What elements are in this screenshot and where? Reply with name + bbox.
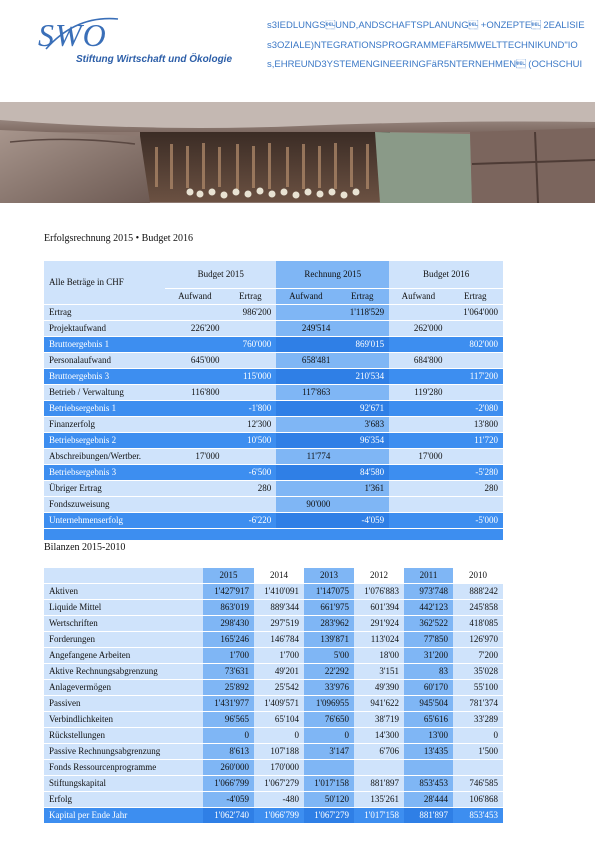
footer-cell <box>276 529 335 541</box>
table-cell: 25'892 <box>203 680 254 696</box>
table-cell: 113'024 <box>354 632 404 648</box>
table-cell: 0 <box>304 728 354 744</box>
table-cell <box>276 401 335 417</box>
table-cell: 76'650 <box>304 712 354 728</box>
table-cell <box>276 337 335 353</box>
row-label: Passive Rechnungsabgrenzung <box>44 744 203 760</box>
table-row <box>44 792 503 808</box>
row-label: Stiftungskapital <box>44 776 203 792</box>
table-row <box>44 497 503 513</box>
row-label: Fondszuweisung <box>44 497 165 513</box>
table-cell <box>335 385 389 401</box>
table-cell: 442'123 <box>404 600 453 616</box>
table-cell <box>276 417 335 433</box>
table-cell: 881'897 <box>404 808 453 824</box>
table-cell <box>276 481 335 497</box>
row-label: Unternehmenserfolg <box>44 513 165 529</box>
table-cell: 35'028 <box>453 664 503 680</box>
table-cell <box>276 465 335 481</box>
subhead-aufwand: Aufwand <box>276 289 335 305</box>
table-cell <box>165 481 224 497</box>
table-cell: 84'580 <box>335 465 389 481</box>
table-cell: 1'066'799 <box>203 776 254 792</box>
table-cell <box>335 321 389 337</box>
table-cell: 362'522 <box>404 616 453 632</box>
table-cell: 13'800 <box>448 417 503 433</box>
year-header: 2014 <box>254 568 304 584</box>
stone-wall-image <box>0 102 595 203</box>
table-cell <box>335 497 389 513</box>
table-cell: 139'871 <box>304 632 354 648</box>
table-cell <box>224 385 276 401</box>
table-cell: -1'800 <box>224 401 276 417</box>
table-cell: 973'748 <box>404 584 453 600</box>
row-label: Betriebsergebnis 3 <box>44 465 165 481</box>
table-cell <box>389 401 447 417</box>
table-row <box>44 600 503 616</box>
row-label: Erfolg <box>44 792 203 808</box>
table-cell <box>389 497 447 513</box>
table-cell <box>276 433 335 449</box>
table-row <box>44 744 503 760</box>
table-cell: 7'200 <box>453 648 503 664</box>
row-label: Rückstellungen <box>44 728 203 744</box>
footer-cell <box>224 529 276 541</box>
table-row <box>44 417 503 433</box>
row-label: Betrieb / Verwaltung <box>44 385 165 401</box>
table-cell: 986'200 <box>224 305 276 321</box>
table-cell: 170'000 <box>254 760 304 776</box>
table-cell <box>165 497 224 513</box>
row-label: Finanzerfolg <box>44 417 165 433</box>
table-row <box>44 449 503 465</box>
table-cell <box>165 369 224 385</box>
table-cell: 1'500 <box>453 744 503 760</box>
table-cell: 18'00 <box>354 648 404 664</box>
table-cell <box>224 321 276 337</box>
row-label: Verbindlichkeiten <box>44 712 203 728</box>
table-cell: 96'565 <box>203 712 254 728</box>
table-cell <box>304 760 354 776</box>
table-cell: 3'147 <box>304 744 354 760</box>
table-cell: 249'514 <box>276 321 335 337</box>
group-header: Budget 2016 <box>389 261 503 289</box>
table-cell: 781'374 <box>453 696 503 712</box>
table-cell <box>165 513 224 529</box>
table-cell: 5'00 <box>304 648 354 664</box>
table-row <box>44 385 503 401</box>
table-cell: 115'000 <box>224 369 276 385</box>
table-row <box>44 760 503 776</box>
table-row <box>44 481 503 497</box>
row-label: Bruttoergebnis 3 <box>44 369 165 385</box>
table-cell: 280 <box>448 481 503 497</box>
table-cell: 1'700 <box>203 648 254 664</box>
table-row <box>44 632 503 648</box>
subhead-ertrag: Ertrag <box>335 289 389 305</box>
year-header: 2013 <box>304 568 354 584</box>
table-cell: 33'289 <box>453 712 503 728</box>
table-cell: 1'096955 <box>304 696 354 712</box>
group-header: Rechnung 2015 <box>276 261 389 289</box>
table-cell: 210'534 <box>335 369 389 385</box>
table-cell: 50'120 <box>304 792 354 808</box>
table-row <box>44 369 503 385</box>
footer-cell <box>44 529 165 541</box>
table-cell: 135'261 <box>354 792 404 808</box>
row-label: Betriebsergebnis 1 <box>44 401 165 417</box>
table-cell: 226'200 <box>165 321 224 337</box>
row-label: Fonds Ressourcenprogramme <box>44 760 203 776</box>
table-cell: 17'000 <box>165 449 224 465</box>
table-cell: 107'188 <box>254 744 304 760</box>
table-cell: 280 <box>224 481 276 497</box>
table-cell <box>354 760 404 776</box>
table-cell: 760'000 <box>224 337 276 353</box>
table-cell: 60'170 <box>404 680 453 696</box>
table-cell: 12'300 <box>224 417 276 433</box>
table-cell <box>165 433 224 449</box>
table-row <box>44 584 503 600</box>
logo-name: Stiftung Wirtschaft und Ökologie <box>76 54 233 65</box>
table-cell: 1'361 <box>335 481 389 497</box>
table-cell <box>448 449 503 465</box>
subhead-aufwand: Aufwand <box>389 289 447 305</box>
table-row <box>44 401 503 417</box>
erfolgsrechnung-table <box>44 261 503 541</box>
table-row <box>44 433 503 449</box>
table-cell: -6'220 <box>224 513 276 529</box>
table-cell: 1'076'883 <box>354 584 404 600</box>
table-cell: 881'897 <box>354 776 404 792</box>
table-cell: 116'800 <box>165 385 224 401</box>
table-cell <box>165 465 224 481</box>
table-cell <box>389 369 447 385</box>
table-cell <box>389 337 447 353</box>
table-cell: 1'067'279 <box>304 808 354 824</box>
table-cell: 117'200 <box>448 369 503 385</box>
table-cell <box>165 305 224 321</box>
row-label: Aktive Rechnungsabgrenzung <box>44 664 203 680</box>
row-label: Ertrag <box>44 305 165 321</box>
table-row <box>44 337 503 353</box>
table-row <box>44 321 503 337</box>
table-cell: -4'059 <box>203 792 254 808</box>
footer-cell <box>448 529 503 541</box>
table-cell: 13'00 <box>404 728 453 744</box>
table-cell: -480 <box>254 792 304 808</box>
table-cell: 888'242 <box>453 584 503 600</box>
table-cell: 260'000 <box>203 760 254 776</box>
year-header: 2012 <box>354 568 404 584</box>
table-cell: 117'863 <box>276 385 335 401</box>
table-cell <box>404 760 453 776</box>
year-header-spacer <box>44 568 203 584</box>
table-cell: 65'616 <box>404 712 453 728</box>
subhead-aufwand: Aufwand <box>165 289 224 305</box>
table-cell <box>389 465 447 481</box>
table-cell: 11'774 <box>276 449 335 465</box>
table-cell: 28'444 <box>404 792 453 808</box>
table-cell: 1'427'917 <box>203 584 254 600</box>
row-label: Anlagevermögen <box>44 680 203 696</box>
table-cell: 49'201 <box>254 664 304 680</box>
table-cell: 1'118'529 <box>335 305 389 321</box>
table-cell: 38'719 <box>354 712 404 728</box>
table-cell: 83 <box>404 664 453 680</box>
table-cell: 661'975 <box>304 600 354 616</box>
table-row <box>44 305 503 321</box>
table-footer-bar <box>44 529 503 541</box>
table-cell <box>165 337 224 353</box>
table-cell: 146'784 <box>254 632 304 648</box>
year-header: 2011 <box>404 568 453 584</box>
corner-label: Alle Beträge in CHF <box>44 261 165 305</box>
year-header: 2010 <box>453 568 503 584</box>
table-cell: 106'868 <box>453 792 503 808</box>
table-row <box>44 712 503 728</box>
table-cell <box>224 353 276 369</box>
table-cell: 298'430 <box>203 616 254 632</box>
table-cell: 1'017'158 <box>304 776 354 792</box>
table-cell: 1'147075 <box>304 584 354 600</box>
table-cell <box>453 760 503 776</box>
table-cell: -2'080 <box>448 401 503 417</box>
subhead-ertrag: Ertrag <box>224 289 276 305</box>
row-label: Liquide Mittel <box>44 600 203 616</box>
row-label: Passiven <box>44 696 203 712</box>
erfolg-title: Erfolgsrechnung 2015 • Budget 2016 <box>44 233 194 244</box>
table-cell: 0 <box>254 728 304 744</box>
table-cell: 92'671 <box>335 401 389 417</box>
tagline-1: s3IEDLUNGSUND,ANDSCHAFTSPLANUNG +ONZEPTE 2EALISIE <box>267 20 585 31</box>
table-cell <box>389 417 447 433</box>
table-cell: 10'500 <box>224 433 276 449</box>
header-photo <box>0 102 595 203</box>
row-label: Aktiven <box>44 584 203 600</box>
row-label: Forderungen <box>44 632 203 648</box>
table-cell: -5'280 <box>448 465 503 481</box>
table-cell: 25'542 <box>254 680 304 696</box>
table-cell: 126'970 <box>453 632 503 648</box>
table-cell: 14'300 <box>354 728 404 744</box>
table-cell: 1'064'000 <box>448 305 503 321</box>
table-row <box>44 808 503 824</box>
table-cell: 245'858 <box>453 600 503 616</box>
table-cell: 291'924 <box>354 616 404 632</box>
table-cell: 1'066'799 <box>254 808 304 824</box>
table-cell: 0 <box>203 728 254 744</box>
table-cell: 853'453 <box>404 776 453 792</box>
row-label: Personalaufwand <box>44 353 165 369</box>
table-cell: 1'431'977 <box>203 696 254 712</box>
table-cell: 1'410'091 <box>254 584 304 600</box>
table-cell: -4'059 <box>335 513 389 529</box>
table-cell: 11'720 <box>448 433 503 449</box>
table-cell <box>276 513 335 529</box>
table-cell: 96'354 <box>335 433 389 449</box>
table-cell: 869'015 <box>335 337 389 353</box>
table-cell <box>224 497 276 513</box>
row-label: Kapital per Ende Jahr <box>44 808 203 824</box>
table-cell: 77'850 <box>404 632 453 648</box>
row-label: Bruttoergebnis 1 <box>44 337 165 353</box>
row-label: Übriger Ertrag <box>44 481 165 497</box>
footer-cell <box>389 529 447 541</box>
table-cell: 889'344 <box>254 600 304 616</box>
table-row <box>44 680 503 696</box>
tagline-3: s,EHREUND3YSTEMENGINEERINGFäR5NTERNEHMEN (OCHSCHUI <box>267 59 583 70</box>
table-cell: -6'500 <box>224 465 276 481</box>
table-cell: 17'000 <box>389 449 447 465</box>
table-row <box>44 728 503 744</box>
table-cell: 645'000 <box>165 353 224 369</box>
table-cell <box>165 417 224 433</box>
year-header: 2015 <box>203 568 254 584</box>
swo-logo <box>38 17 248 77</box>
table-row <box>44 513 503 529</box>
footer-cell <box>165 529 224 541</box>
table-cell: 283'962 <box>304 616 354 632</box>
table-cell: 90'000 <box>276 497 335 513</box>
table-cell: 941'622 <box>354 696 404 712</box>
table-cell <box>335 353 389 369</box>
table-cell: -5'000 <box>448 513 503 529</box>
table-cell: 262'000 <box>389 321 447 337</box>
table-row <box>44 353 503 369</box>
table-cell: 746'585 <box>453 776 503 792</box>
row-label: Angefangene Arbeiten <box>44 648 203 664</box>
table-cell: 73'631 <box>203 664 254 680</box>
table-cell: 853'453 <box>453 808 503 824</box>
table-cell <box>224 449 276 465</box>
table-cell <box>448 353 503 369</box>
group-header: Budget 2015 <box>165 261 276 289</box>
table-row <box>44 696 503 712</box>
table-row <box>44 776 503 792</box>
table-cell: 49'390 <box>354 680 404 696</box>
row-label: Projektaufwand <box>44 321 165 337</box>
table-cell: 3'683 <box>335 417 389 433</box>
table-cell <box>448 321 503 337</box>
table-cell <box>276 305 335 321</box>
table-cell: 1'700 <box>254 648 304 664</box>
table-cell: 297'519 <box>254 616 304 632</box>
table-cell: 0 <box>453 728 503 744</box>
table-cell: 8'613 <box>203 744 254 760</box>
table-cell: 31'200 <box>404 648 453 664</box>
row-label: Betriebsergebnis 2 <box>44 433 165 449</box>
table-cell <box>389 481 447 497</box>
table-row <box>44 648 503 664</box>
table-cell <box>389 513 447 529</box>
table-cell: 119'280 <box>389 385 447 401</box>
footer-cell <box>335 529 389 541</box>
table-cell: 22'292 <box>304 664 354 680</box>
table-cell: 13'435 <box>404 744 453 760</box>
table-cell: 55'100 <box>453 680 503 696</box>
table-cell <box>276 369 335 385</box>
table-cell <box>448 497 503 513</box>
table-cell: 658'481 <box>276 353 335 369</box>
table-cell: 1'017'158 <box>354 808 404 824</box>
tagline-2: s3OZIALE)NTEGRATIONSPROGRAMMEFäR5MWELTTECHNIKUND"IO <box>267 40 578 51</box>
table-cell <box>389 305 447 321</box>
table-cell: 1'409'571 <box>254 696 304 712</box>
bilanzen-table <box>44 568 503 824</box>
row-label: Abschreibungen/Wertber. <box>44 449 165 465</box>
table-row <box>44 465 503 481</box>
table-row <box>44 616 503 632</box>
table-cell <box>335 449 389 465</box>
table-cell: 418'085 <box>453 616 503 632</box>
table-cell: 945'504 <box>404 696 453 712</box>
table-cell: 863'019 <box>203 600 254 616</box>
table-cell: 684'800 <box>389 353 447 369</box>
row-label: Wertschriften <box>44 616 203 632</box>
table-cell <box>448 385 503 401</box>
logo-mark: SWO <box>38 17 107 53</box>
table-cell: 601'394 <box>354 600 404 616</box>
table-cell: 802'000 <box>448 337 503 353</box>
table-cell <box>165 401 224 417</box>
subhead-ertrag: Ertrag <box>448 289 503 305</box>
table-cell: 165'246 <box>203 632 254 648</box>
table-cell: 1'062'740 <box>203 808 254 824</box>
table-cell: 3'151 <box>354 664 404 680</box>
table-row <box>44 664 503 680</box>
table-cell: 1'067'279 <box>254 776 304 792</box>
table-cell: 65'104 <box>254 712 304 728</box>
bilanz-title: Bilanzen 2015-2010 <box>44 542 126 553</box>
table-cell: 6'706 <box>354 744 404 760</box>
table-cell <box>389 433 447 449</box>
table-cell: 33'976 <box>304 680 354 696</box>
